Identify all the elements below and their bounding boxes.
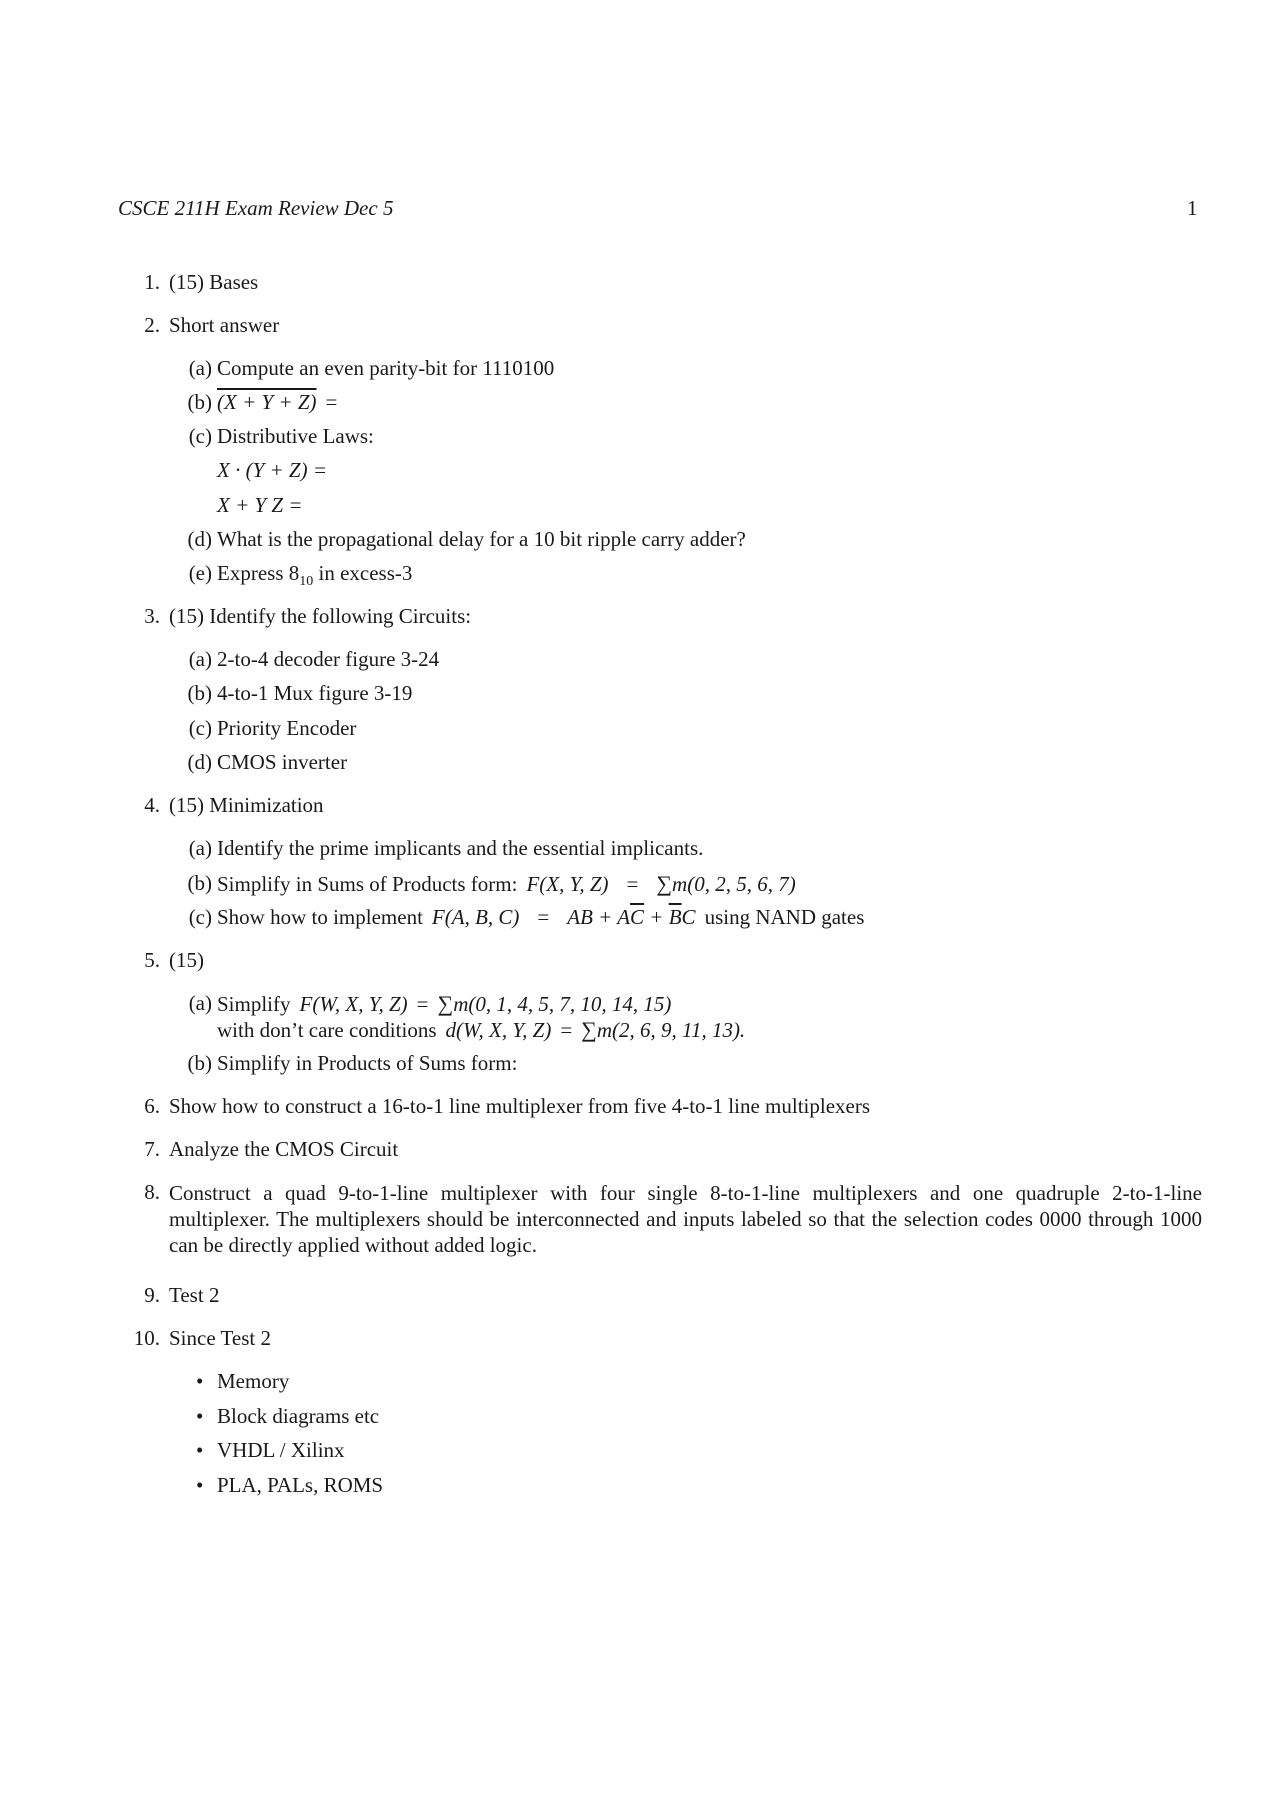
bullet-icon: •	[196, 1404, 204, 1428]
equals-sign: =	[537, 905, 550, 929]
equals-sign: =	[325, 390, 338, 414]
item-number: 4.	[144, 793, 160, 817]
page-number: 1	[1187, 196, 1198, 220]
sub-label: (a)	[188, 647, 212, 671]
item-number: 7.	[144, 1137, 160, 1161]
sub-text: Distributive Laws:	[217, 424, 374, 448]
sub-label: (c)	[188, 716, 212, 740]
dont-care-list: m(2, 6, 9, 11, 13).	[596, 1018, 746, 1042]
item-text: Analyze the CMOS Circuit	[169, 1137, 399, 1161]
equals-sign: =	[560, 1018, 573, 1042]
item-text: (15) Minimization	[169, 793, 324, 817]
sigma-symbol: ∑	[581, 1017, 597, 1042]
complement-expression: (X + Y + Z)	[217, 390, 317, 414]
sub-text: Show how to implement	[217, 905, 423, 929]
function-lhs: F(X, Y, Z)	[526, 872, 609, 896]
sigma-symbol: ∑	[437, 991, 454, 1016]
equals-sign: =	[416, 992, 429, 1016]
equals-sign: =	[626, 872, 639, 896]
bullet-text: Block diagrams etc	[217, 1404, 380, 1428]
item-text: (15)	[169, 948, 204, 972]
header-title: CSCE 211H Exam Review Dec 5	[118, 196, 394, 220]
sigma-symbol: ∑	[656, 871, 673, 896]
item-number: 6.	[144, 1094, 160, 1118]
sub-label: (c)	[188, 424, 212, 448]
law-expression: X · (Y + Z) =	[217, 458, 328, 482]
bullet-icon: •	[196, 1473, 204, 1497]
sub-text-after: using NAND gates	[704, 905, 865, 929]
sub-label: (a)	[188, 356, 212, 380]
bullet-icon: •	[196, 1438, 204, 1462]
sub-label: (c)	[188, 905, 212, 929]
sub-label: (b)	[187, 390, 212, 414]
sub-label: (b)	[187, 871, 212, 895]
sub-text: Compute an even parity-bit for 1110100	[217, 356, 555, 380]
minterm-list: m(0, 1, 4, 5, 7, 10, 14, 15)	[453, 992, 672, 1016]
item-text: Test 2	[169, 1283, 220, 1307]
item-number: 2.	[144, 313, 160, 337]
item-text: Since Test 2	[169, 1326, 271, 1350]
item-number: 10.	[133, 1326, 160, 1350]
item-number: 3.	[144, 604, 160, 628]
sub-text: Priority Encoder	[217, 716, 357, 740]
sub-text: Express 8	[217, 561, 300, 585]
sub-text: CMOS inverter	[217, 750, 348, 774]
law-expression: X + Y Z =	[217, 493, 303, 517]
item-number: 8.	[144, 1180, 160, 1204]
sub-label: (d)	[187, 527, 212, 551]
sub-text: Simplify in Products of Sums form:	[217, 1051, 518, 1075]
sub-text: 2-to-4 decoder figure 3-24	[217, 647, 440, 671]
function-lhs: F(A, B, C)	[431, 905, 520, 929]
bullet-text: Memory	[217, 1369, 290, 1393]
item-text: Show how to construct a 16-to-1 line multiplexer from five 4-to-1 line multiplexers	[169, 1094, 871, 1118]
sub-text: 4-to-1 Mux figure 3-19	[217, 681, 413, 705]
bullet-text: VHDL / Xilinx	[217, 1438, 345, 1462]
sub-label: (d)	[187, 750, 212, 774]
sub-text: What is the propagational delay for a 10 bit ripple carry adder?	[217, 527, 746, 551]
bullet-text: PLA, PALs, ROMS	[217, 1473, 384, 1497]
sub-text: Simplify	[217, 992, 291, 1016]
function-lhs: F(W, X, Y, Z)	[299, 992, 408, 1016]
boolean-expression: AB + $A\overline{C} + \overline{B}C$	[567, 905, 696, 929]
base-subscript: 10	[299, 574, 314, 590]
minterm-list: m(0, 2, 5, 6, 7)	[672, 872, 796, 896]
item-text: Construct a quad 9-to-1-line multiplexer with four single 8-to-1-line multiplexers and one quadruple 2-to-1-line multiplexer. The multiplexers should be interconnected and inputs labeled so that the selection codes 0000 through 1000 can be directly applied without added logic.	[169, 1181, 1202, 1257]
sub-label: (e)	[188, 561, 212, 585]
sub-label: (b)	[187, 1051, 212, 1075]
bullet-icon: •	[196, 1369, 204, 1393]
item-text: Short answer	[169, 313, 280, 337]
sub-text: Identify the prime implicants and the essential implicants.	[217, 836, 704, 860]
sub-text-after: in excess-3	[313, 561, 413, 585]
item-text: (15) Identify the following Circuits:	[169, 604, 472, 628]
item-number: 5.	[144, 948, 160, 972]
dont-care-lhs: d(W, X, Y, Z)	[445, 1018, 552, 1042]
sub-label: (a)	[188, 991, 212, 1015]
sub-label: (a)	[188, 836, 212, 860]
sub-label: (b)	[187, 681, 212, 705]
sub-text: Simplify in Sums of Products form:	[217, 872, 518, 896]
item-text: (15) Bases	[169, 270, 259, 294]
sub-text: with don’t care conditions	[217, 1018, 437, 1042]
item-number: 9.	[144, 1283, 160, 1307]
item-number: 1.	[144, 270, 160, 294]
